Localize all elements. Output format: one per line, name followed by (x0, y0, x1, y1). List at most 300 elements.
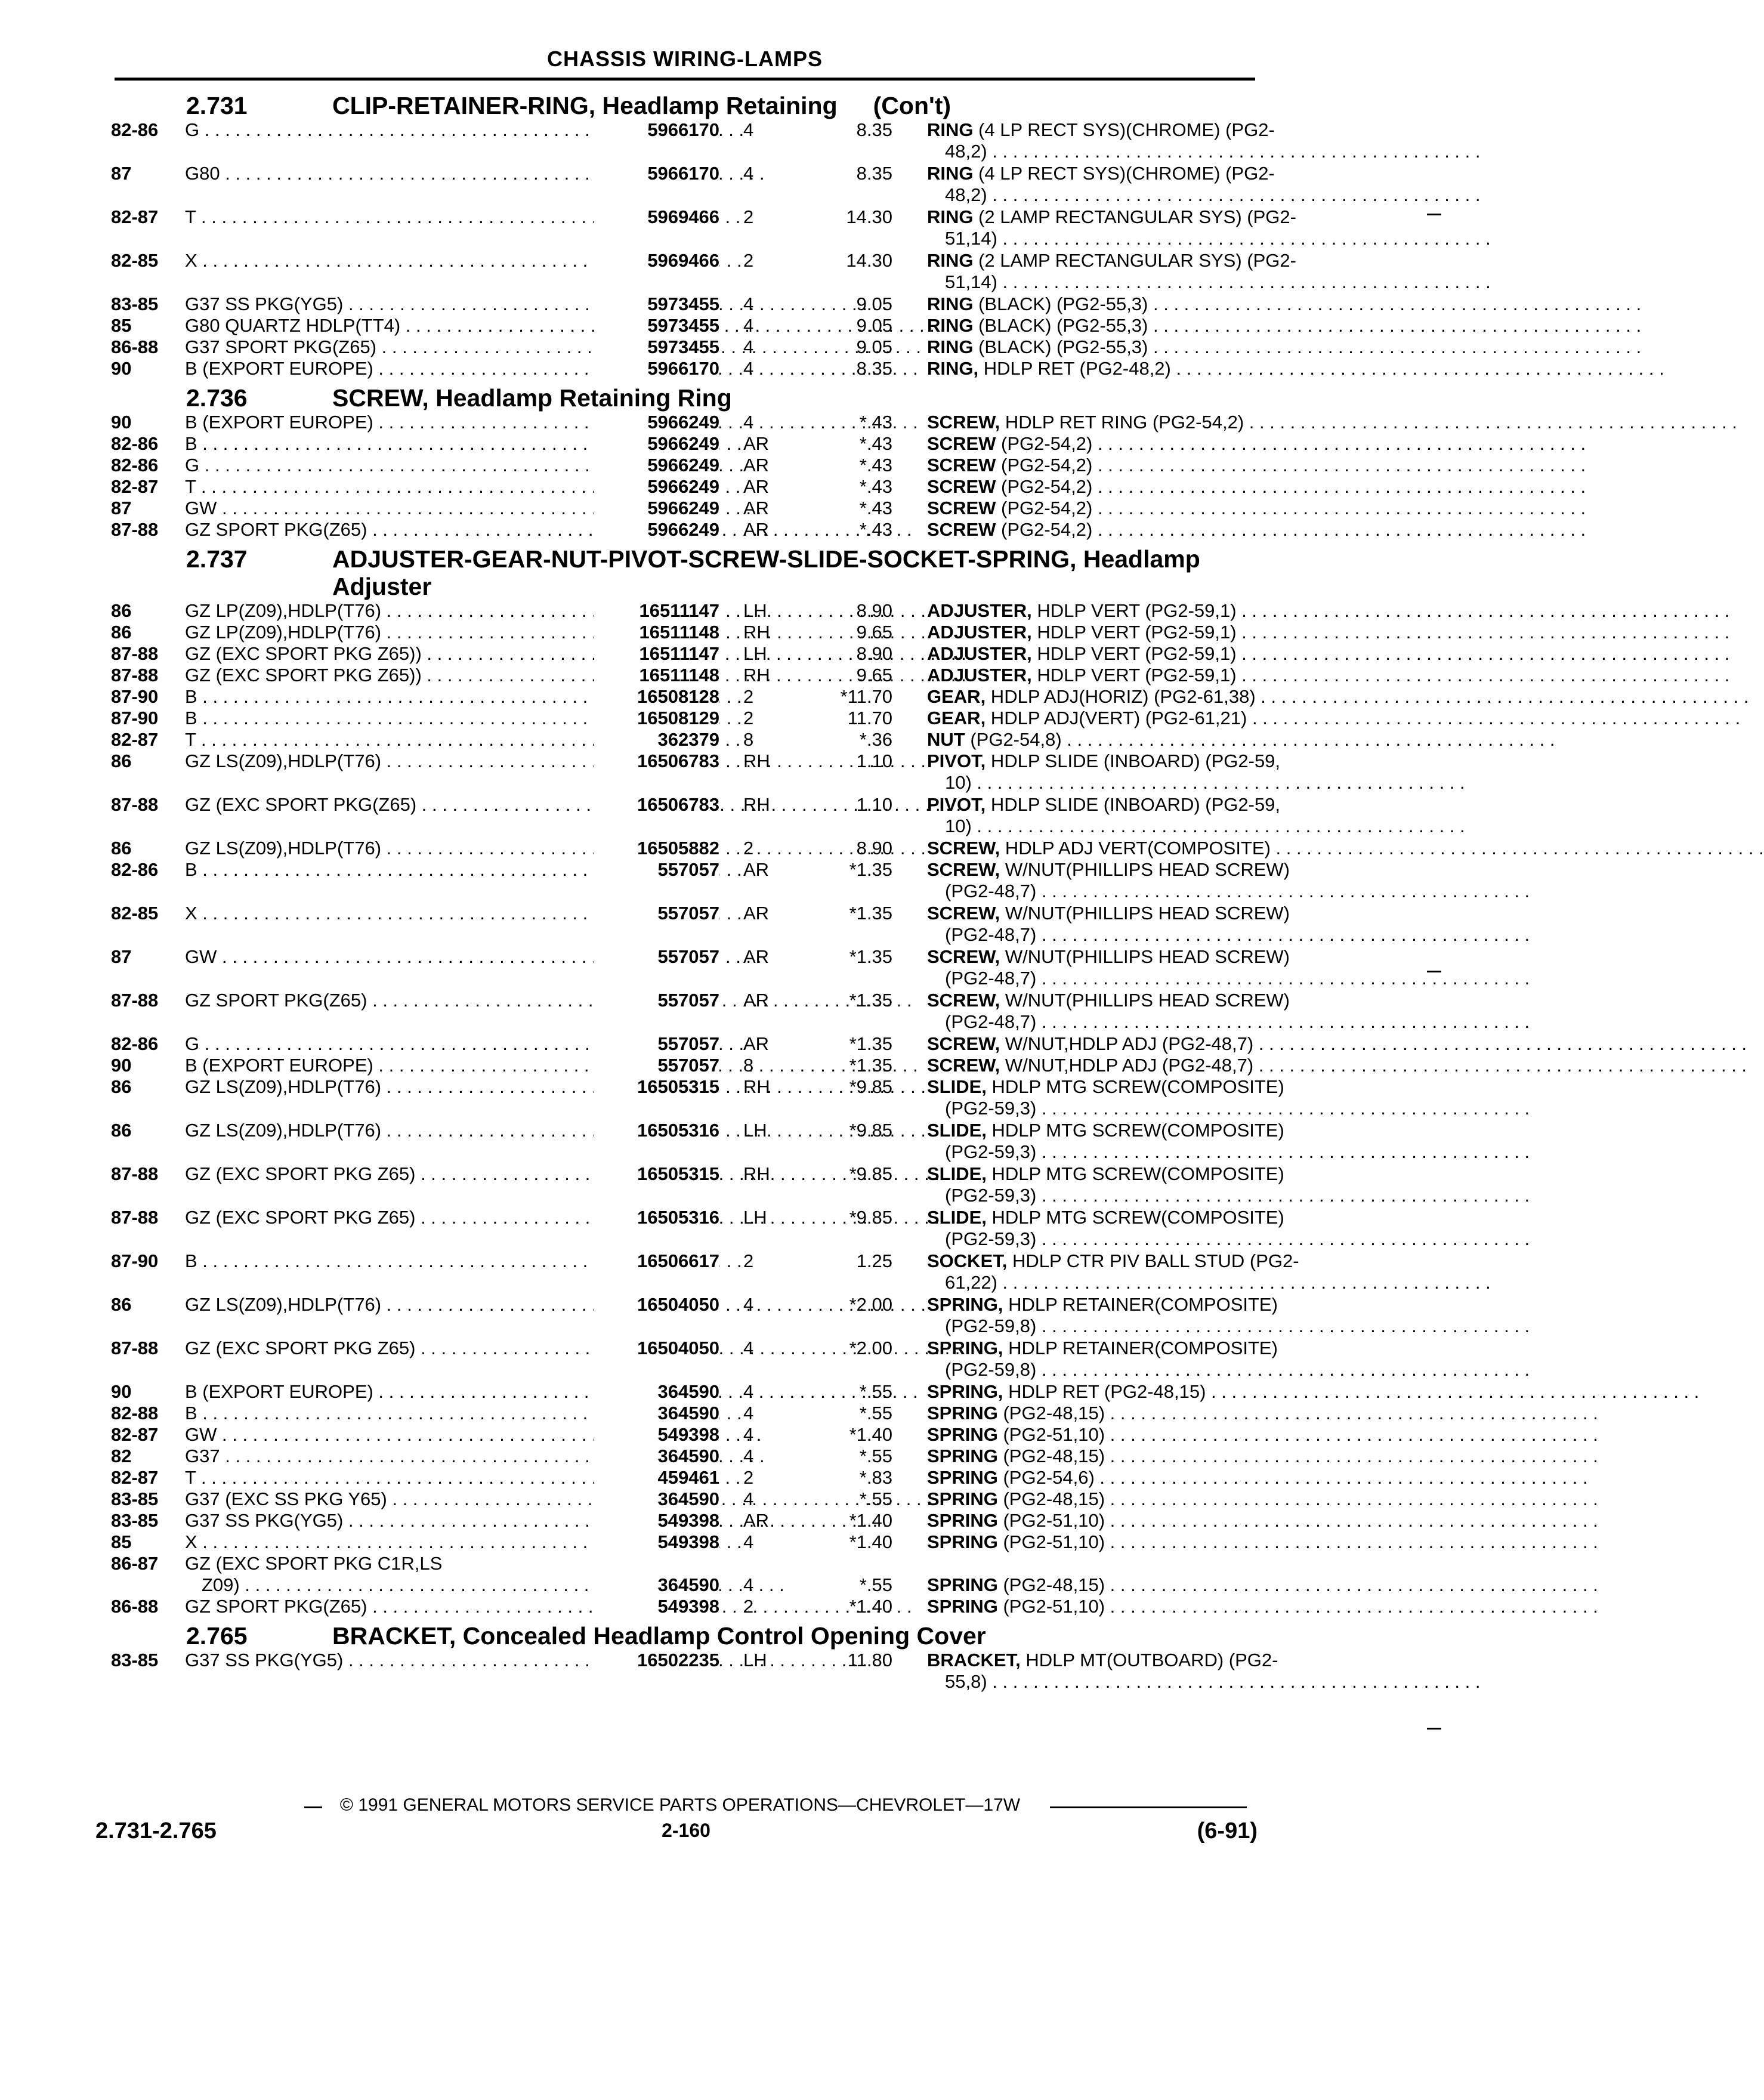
part-name: RING (927, 250, 974, 271)
part-description-cont: (PG2-48,7) . . . (814, 1011, 1261, 1033)
price: *.43 (859, 498, 892, 518)
part-number: 16504050 (594, 1338, 719, 1359)
year-range: 82-86 (111, 1033, 159, 1054)
part-detail: HDLP ADJ VERT(COMPOSITE) (1000, 838, 1271, 858)
part-name: SPRING (927, 1446, 998, 1466)
part-description (814, 794, 1281, 816)
quantity: 4 (743, 119, 754, 140)
part-name: RING (927, 206, 974, 227)
part-name: SLIDE, (927, 1120, 987, 1141)
part-detail: (PG2-51,10) (997, 1510, 1105, 1531)
part-description-cont: (PG2-59,8) . . . (814, 1315, 1261, 1337)
quantity: RH (743, 751, 770, 771)
part-name: SPRING (927, 1510, 998, 1531)
section-number: 2.731 (186, 92, 248, 119)
part-detail: (PG2-48,15) (997, 1403, 1105, 1423)
part-row (111, 838, 1271, 859)
model-applicability: GW . . . (185, 946, 620, 968)
part-row (111, 1553, 1256, 1574)
price: 1.25 (856, 1250, 892, 1271)
part-description-cont: (PG2-59,3) . . . (814, 1141, 1261, 1163)
parts-catalog (111, 87, 1299, 1693)
price: *.43 (859, 455, 892, 475)
model-applicability: GZ (EXC SPORT PKG Z65)) . . . (185, 665, 620, 686)
part-detail: HDLP MTG SCREW(COMPOSITE) (986, 1076, 1284, 1097)
model-applicability: B . . . (185, 686, 620, 708)
part-name: SPRING (927, 1574, 998, 1595)
part-name: PIVOT, (927, 794, 986, 815)
part-detail: HDLP VERT (PG2-59,1) (1031, 600, 1237, 621)
part-row (111, 358, 1256, 379)
quantity: AR (743, 859, 770, 880)
part-description (814, 708, 1261, 729)
part-name: SPRING, (927, 1381, 1003, 1402)
quantity: 2 (743, 1467, 754, 1488)
model-applicability: G80 . . . (185, 163, 620, 184)
part-name: SPRING (927, 1467, 998, 1488)
part-number: 16505315 (594, 1163, 719, 1185)
quantity: 2 (743, 1250, 754, 1271)
price: 8.90 (856, 600, 892, 621)
year-range: 82-87 (111, 1467, 159, 1488)
part-number: 549398 (594, 1596, 719, 1617)
part-row (111, 794, 1281, 816)
part-detail: (2 LAMP RECTANGULAR SYS) (PG2- (973, 250, 1296, 271)
part-detail: W/NUT,HDLP ADJ (PG2-48,7) (1000, 1033, 1254, 1054)
part-row-cont (111, 1141, 1256, 1163)
year-range: 82-87 (111, 729, 159, 750)
model-applicability: B . . . (185, 1403, 620, 1424)
price: 1.10 (856, 794, 892, 815)
price: *1.35 (849, 946, 892, 967)
price: 1.10 (856, 751, 892, 771)
part-description (814, 1574, 1261, 1596)
year-range: 86 (111, 1294, 132, 1315)
quantity: 4 (743, 1531, 754, 1552)
part-description-cont: 51,14) . . . (814, 228, 1261, 249)
quantity: RH (743, 794, 770, 815)
year-range: 86-88 (111, 336, 159, 357)
year-range: 87-88 (111, 519, 159, 540)
part-row (111, 1403, 1256, 1424)
year-range: 87-88 (111, 794, 159, 815)
part-name: ADJUSTER, (927, 643, 1032, 664)
part-description (814, 729, 1261, 751)
part-number: 5966249 (594, 455, 719, 476)
part-detail: HDLP MT(OUTBOARD) (PG2- (1020, 1650, 1278, 1670)
part-row-cont (111, 1011, 1256, 1033)
quantity: 4 (743, 1424, 754, 1445)
part-number: 549398 (594, 1531, 719, 1553)
quantity: LH (743, 600, 767, 621)
part-row (111, 859, 1290, 881)
part-description (814, 990, 1290, 1011)
part-description (814, 751, 1281, 772)
part-number: 362379 (594, 729, 719, 751)
part-description (814, 1424, 1261, 1446)
part-row (111, 163, 1275, 184)
part-description (814, 1033, 1261, 1055)
price: 8.90 (856, 643, 892, 664)
part-detail: (PG2-54,2) (996, 519, 1093, 540)
year-range: 90 (111, 1055, 132, 1076)
part-detail: (PG2-54,2) (996, 498, 1093, 518)
part-row (111, 990, 1290, 1011)
quantity: 4 (743, 1294, 754, 1315)
quantity: 8 (743, 729, 754, 750)
price: *.83 (859, 1467, 892, 1488)
part-name: SPRING (927, 1531, 998, 1552)
year-range: 83-85 (111, 294, 159, 314)
model-applicability: GZ SPORT PKG(Z65) . . . (185, 1596, 620, 1617)
part-detail: HDLP RETAINER(COMPOSITE) (1003, 1294, 1278, 1315)
part-row (111, 903, 1290, 924)
model-applicability: B . . . (185, 433, 620, 455)
part-description (814, 1076, 1284, 1098)
year-range: 86 (111, 1120, 132, 1141)
part-number: 5966249 (594, 433, 719, 455)
quantity: LH (743, 1650, 767, 1670)
part-description (814, 600, 1261, 622)
part-row (111, 1381, 1256, 1403)
model-applicability: GZ LS(Z09),HDLP(T76) . . . (185, 751, 620, 772)
price: *1.35 (849, 859, 892, 880)
quantity: AR (743, 433, 770, 454)
model-applicability: T . . . (185, 729, 620, 751)
part-detail: (PG2-51,10) (997, 1531, 1105, 1552)
part-row (111, 1033, 1256, 1055)
price: *1.40 (849, 1531, 892, 1552)
model-applicability: GZ LS(Z09),HDLP(T76) . . . (185, 838, 620, 859)
part-name: SLIDE, (927, 1076, 987, 1097)
year-range: 82-87 (111, 476, 159, 497)
part-row-cont (111, 1671, 1256, 1693)
part-number: 5966170 (594, 358, 719, 379)
quantity: AR (743, 455, 770, 475)
part-row-cont (111, 924, 1256, 946)
part-description-cont: 61,22) . . . (814, 1272, 1261, 1293)
year-range: 86-88 (111, 1596, 159, 1617)
part-description (814, 119, 1275, 141)
part-description (814, 455, 1261, 476)
part-number: 16511147 (594, 600, 719, 622)
part-row (111, 294, 1256, 315)
price: *1.35 (849, 1033, 892, 1054)
year-range: 87-88 (111, 1338, 159, 1358)
part-description (814, 250, 1296, 271)
part-number: 557057 (594, 1033, 719, 1055)
model-applicability: B (EXPORT EUROPE) . . . (185, 412, 620, 433)
part-row (111, 315, 1256, 336)
year-range: 90 (111, 358, 132, 379)
part-row (111, 433, 1256, 455)
year-range: 87-90 (111, 708, 159, 728)
part-description (814, 1467, 1261, 1488)
model-applicability: GZ (EXC SPORT PKG(Z65) . . . (185, 794, 620, 816)
margin-tick (1427, 971, 1441, 972)
part-name: SCREW (927, 433, 996, 454)
section-header (111, 92, 1256, 119)
part-name: SCREW, (927, 990, 1000, 1011)
year-range: 87-88 (111, 1163, 159, 1184)
part-name: SCREW (927, 519, 996, 540)
section-title-text: SCREW, Headlamp Retaining Ring (332, 384, 732, 412)
model-applicability: GZ (EXC SPORT PKG Z65)) . . . (185, 643, 620, 665)
model-applicability: G . . . (185, 455, 620, 476)
part-description (814, 1120, 1284, 1141)
quantity: 2 (743, 686, 754, 707)
part-row-cont (111, 1185, 1256, 1207)
part-description-cont: (PG2-59,8) . . . (814, 1359, 1261, 1381)
part-row (111, 622, 1256, 643)
part-row (111, 686, 1256, 708)
part-row (111, 1163, 1284, 1185)
part-description (814, 903, 1290, 924)
quantity: RH (743, 622, 770, 643)
part-name: SCREW (927, 476, 996, 497)
model-applicability: B . . . (185, 859, 620, 881)
part-name: SPRING, (927, 1338, 1003, 1358)
part-description (814, 1403, 1261, 1424)
part-row-cont (111, 1098, 1256, 1120)
part-description (814, 1446, 1261, 1467)
part-description (814, 859, 1290, 881)
quantity: 4 (743, 1446, 754, 1466)
section-header (111, 1622, 1256, 1650)
price: *.55 (859, 1403, 892, 1423)
part-name: SPRING (927, 1403, 998, 1423)
part-row-cont (111, 881, 1256, 903)
part-detail: HDLP RET RING (PG2-54,2) (1000, 412, 1244, 433)
price: *9.85 (849, 1207, 892, 1228)
part-number: 16505316 (594, 1120, 719, 1141)
year-range: 86 (111, 751, 132, 771)
part-detail: HDLP MTG SCREW(COMPOSITE) (986, 1120, 1284, 1141)
price: *2.00 (849, 1338, 892, 1358)
part-name: RING (927, 119, 974, 140)
part-description (814, 1338, 1278, 1359)
part-row-cont (111, 1272, 1256, 1294)
footer-section-range: 2.731-2.765 (95, 1818, 217, 1843)
part-name: SCREW, (927, 859, 1000, 880)
model-applicability: GZ LP(Z09),HDLP(T76) . . . (185, 622, 620, 643)
part-description-cont: 51,14) . . . (814, 271, 1261, 293)
part-row (111, 600, 1256, 622)
part-name: SCREW (927, 455, 996, 475)
part-row (111, 1207, 1284, 1228)
part-description (814, 665, 1261, 686)
part-row (111, 455, 1256, 476)
part-detail: (PG2-48,15) (997, 1574, 1105, 1595)
part-name: SPRING, (927, 1294, 1003, 1315)
part-row (111, 708, 1256, 729)
price: *.43 (859, 433, 892, 454)
year-range: 87-88 (111, 643, 159, 664)
year-range: 86-87 (111, 1553, 159, 1574)
price: 11.70 (847, 708, 892, 728)
part-number: 557057 (594, 859, 719, 881)
part-number: 16505316 (594, 1207, 719, 1228)
part-row (111, 1294, 1278, 1315)
year-range: 86 (111, 600, 132, 621)
price: *.36 (859, 729, 892, 750)
price: *11.70 (840, 686, 892, 707)
quantity: RH (743, 1163, 770, 1184)
quantity: 4 (743, 1381, 754, 1402)
model-applicability: G . . . (185, 119, 620, 141)
price: 14.30 (846, 206, 892, 227)
part-row (111, 1488, 1256, 1510)
part-description (814, 1207, 1284, 1228)
part-row-cont (111, 1315, 1256, 1338)
quantity: 4 (743, 1338, 754, 1358)
quantity: AR (743, 1033, 770, 1054)
model-applicability: GZ LS(Z09),HDLP(T76) . . . (185, 1076, 620, 1098)
part-number: 5969466 (594, 250, 719, 271)
model-applicability: GW . . . (185, 1424, 620, 1446)
part-name: NUT (927, 729, 965, 750)
model-applicability: G . . . (185, 1033, 620, 1055)
year-range: 83-85 (111, 1488, 159, 1509)
title-rule (115, 78, 1255, 81)
part-description (814, 294, 1261, 315)
part-name: SOCKET, (927, 1250, 1008, 1271)
part-number: 364590 (594, 1574, 719, 1596)
part-number: 364590 (594, 1446, 719, 1467)
quantity: 2 (743, 206, 754, 227)
quantity: 4 (743, 1574, 754, 1595)
part-number: 364590 (594, 1381, 719, 1403)
part-name: SLIDE, (927, 1207, 987, 1228)
page-title: CHASSIS WIRING-LAMPS (546, 47, 823, 71)
part-row (111, 119, 1275, 141)
year-range: 86 (111, 838, 132, 858)
part-row-cont (111, 1574, 1256, 1596)
part-description (814, 686, 1261, 708)
year-range: 87-90 (111, 686, 159, 707)
part-description (814, 1650, 1278, 1671)
quantity: 4 (743, 1488, 754, 1509)
model-applicability: GZ SPORT PKG(Z65) . . . (185, 990, 620, 1011)
part-description (814, 358, 1261, 379)
quantity: AR (743, 476, 770, 497)
quantity: AR (743, 498, 770, 518)
model-applicability: GW . . . (185, 498, 620, 519)
quantity: AR (743, 519, 770, 540)
price: 9.05 (856, 294, 892, 314)
part-number: 549398 (594, 1510, 719, 1531)
price: 8.35 (856, 358, 892, 379)
part-name: BRACKET, (927, 1650, 1021, 1670)
part-description (814, 498, 1261, 519)
year-range: 82-85 (111, 250, 159, 271)
year-range: 82 (111, 1446, 132, 1466)
price: 8.35 (856, 119, 892, 140)
part-row (111, 946, 1290, 968)
year-range: 82-88 (111, 1403, 159, 1423)
model-applicability: GZ SPORT PKG(Z65) . . . (185, 519, 620, 541)
quantity: LH (743, 643, 767, 664)
model-applicability: T . . . (185, 206, 620, 228)
price: 11.80 (847, 1650, 892, 1670)
part-number: 16504050 (594, 1294, 719, 1315)
model-applicability: T . . . (185, 1467, 620, 1488)
part-description-cont: 48,2) . . . (814, 141, 1261, 162)
part-row (111, 1531, 1256, 1553)
model-applicability: X . . . (185, 1531, 620, 1553)
price: *1.40 (849, 1596, 892, 1617)
part-detail: W/NUT(PHILLIPS HEAD SCREW) (1000, 946, 1290, 967)
year-range: 87-88 (111, 665, 159, 685)
year-range: 87 (111, 946, 132, 967)
quantity: 2 (743, 838, 754, 858)
part-number: 16511148 (594, 622, 719, 643)
part-description (814, 1488, 1261, 1510)
part-description (814, 1250, 1299, 1272)
price: *9.85 (849, 1163, 892, 1184)
price: 9.65 (856, 622, 892, 643)
part-detail: HDLP MTG SCREW(COMPOSITE) (986, 1163, 1284, 1184)
quantity: 2 (743, 250, 754, 271)
price: 14.30 (846, 250, 892, 271)
part-description-cont: (PG2-59,3) . . . (814, 1185, 1261, 1206)
part-row (111, 643, 1256, 665)
quantity: 4 (743, 412, 754, 433)
part-description (814, 476, 1261, 498)
price: *1.35 (849, 990, 892, 1011)
part-row-cont (111, 1359, 1256, 1381)
part-row (111, 1120, 1284, 1141)
year-range: 83-85 (111, 1650, 159, 1670)
part-description-cont: 10) . . . (814, 772, 1261, 793)
part-row-cont (111, 184, 1256, 206)
part-description (814, 643, 1261, 665)
part-name: GEAR, (927, 686, 986, 707)
price: 9.05 (856, 315, 892, 336)
section-title-suffix: (Con't) (873, 92, 951, 119)
part-row (111, 412, 1256, 433)
section-title-text: CLIP-RETAINER-RING, Headlamp Retaining (332, 92, 838, 119)
part-row (111, 1596, 1256, 1617)
part-detail: (BLACK) (PG2-55,3) (973, 315, 1148, 336)
part-number: 5973455 (594, 336, 719, 358)
part-detail: HDLP MTG SCREW(COMPOSITE) (986, 1207, 1284, 1228)
section-title-text: BRACKET, Concealed Headlamp Control Opening Cover (332, 1622, 986, 1650)
price: *.55 (859, 1381, 892, 1402)
part-name: SCREW (927, 498, 996, 518)
price: *.55 (859, 1446, 892, 1466)
part-description (814, 1510, 1261, 1531)
year-range: 87-88 (111, 1207, 159, 1228)
year-range: 82-85 (111, 903, 159, 924)
part-row (111, 498, 1256, 519)
part-detail: (4 LP RECT SYS)(CHROME) (PG2- (973, 119, 1275, 140)
year-range: 86 (111, 1076, 132, 1097)
model-applicability: G37 SS PKG(YG5) . . . (185, 1650, 620, 1671)
year-range: 82-86 (111, 455, 159, 475)
part-name: SPRING (927, 1424, 998, 1445)
part-description (814, 412, 1261, 433)
model-applicability: X . . . (185, 250, 620, 271)
part-row (111, 476, 1256, 498)
part-number: 16511148 (594, 665, 719, 686)
price: *.55 (859, 1488, 892, 1509)
section-title (332, 1622, 1256, 1650)
part-detail: HDLP VERT (PG2-59,1) (1031, 665, 1237, 685)
quantity: RH (743, 1076, 770, 1097)
year-range: 83-85 (111, 1510, 159, 1531)
part-description-cont: (PG2-48,7) . . . (814, 968, 1261, 989)
